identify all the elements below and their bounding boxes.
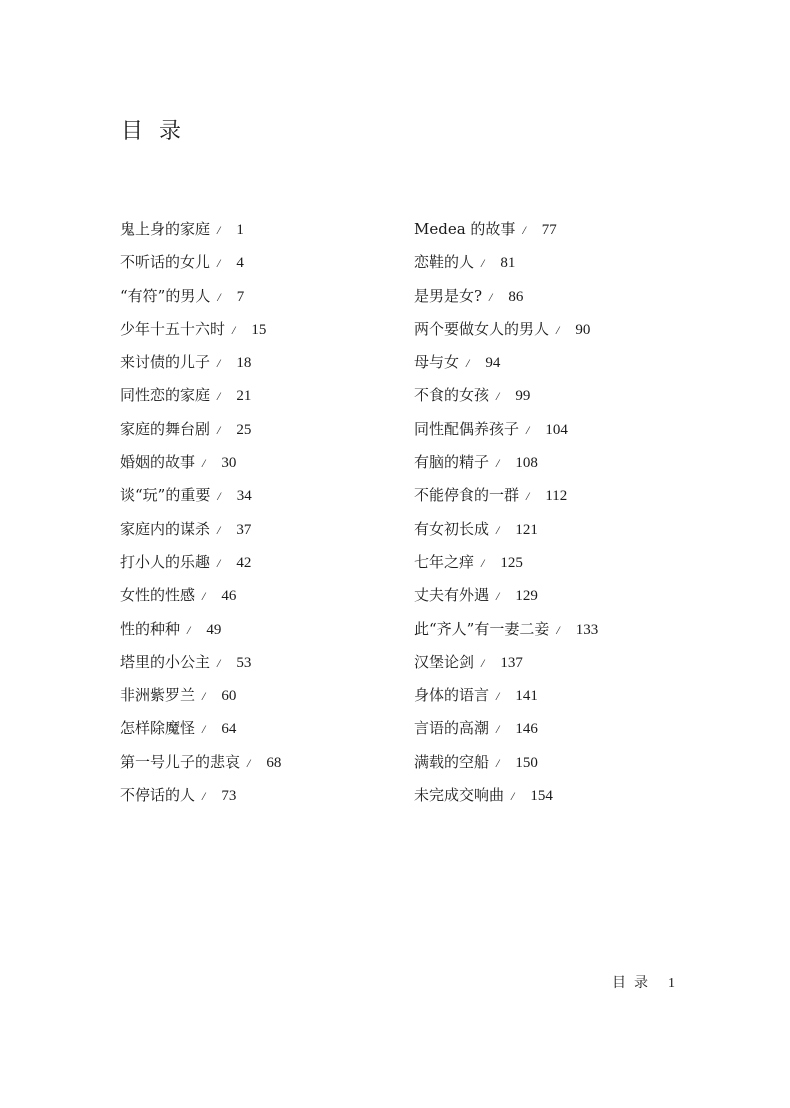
toc-entry-page-number: 108 [515, 455, 538, 472]
toc-entry[interactable] [120, 280, 420, 313]
toc-entry-page-number: 137 [500, 654, 523, 671]
toc-entry-separator: / [526, 489, 530, 504]
toc-entry[interactable] [414, 346, 714, 379]
toc-entry[interactable] [414, 379, 714, 412]
toc-entry-separator: / [556, 322, 560, 337]
toc-entry-title: 未完成交响曲 [414, 786, 505, 805]
toc-entry-title: 同性恋的家庭 [120, 386, 211, 405]
toc-entry-separator: / [466, 356, 470, 371]
toc-entry[interactable] [120, 546, 420, 579]
toc-left-column [120, 213, 420, 812]
toc-entry-separator: / [247, 755, 251, 770]
toc-entry-separator: / [511, 789, 515, 804]
toc-entry-page-number: 112 [545, 488, 568, 505]
toc-entry-title: 同性配偶养孩子 [414, 419, 520, 438]
toc-entry-page-number: 49 [206, 621, 222, 638]
toc-entry-title: 有女初长成 [414, 519, 490, 538]
toc-entry-page-number: 150 [515, 754, 538, 771]
toc-entry-page-number: 90 [575, 321, 591, 338]
toc-entry-page-number: 30 [221, 455, 237, 472]
toc-entry[interactable] [414, 646, 714, 679]
toc-entry-separator: / [522, 223, 526, 237]
toc-entry[interactable] [414, 546, 714, 579]
toc-entry-page-number: 15 [251, 321, 267, 338]
toc-entry-page-number: 146 [515, 721, 538, 738]
toc-entry-separator: / [217, 489, 221, 504]
toc-entry-separator: / [202, 689, 206, 704]
footer-label: 目录 [612, 975, 656, 991]
toc-entry-separator: / [217, 422, 221, 437]
toc-entry[interactable] [414, 446, 714, 479]
toc-entry-separator: / [496, 689, 500, 704]
toc-entry-page-number: 129 [515, 588, 538, 605]
toc-entry[interactable] [120, 413, 420, 446]
toc-entry[interactable] [120, 712, 420, 745]
toc-entry-page-number: 4 [236, 255, 244, 272]
toc-entry-title: 谈“玩”的重要 [120, 486, 211, 505]
toc-entry[interactable] [120, 379, 420, 412]
toc-entry-page-number: 25 [236, 421, 252, 438]
toc-entry[interactable] [120, 579, 420, 612]
toc-entry[interactable] [414, 613, 714, 646]
toc-entry-title: 恋鞋的人 [414, 253, 475, 272]
toc-entry-title: 汉堡论剑 [414, 652, 475, 671]
toc-entry[interactable] [120, 213, 420, 246]
toc-entry[interactable] [414, 213, 714, 246]
toc-entry-separator: / [232, 322, 236, 337]
toc-entry[interactable] [120, 646, 420, 679]
page-footer [612, 970, 675, 997]
toc-entry[interactable] [414, 513, 714, 546]
toc-entry[interactable] [414, 679, 714, 712]
toc-entry-separator: / [496, 755, 500, 770]
toc-entry-separator: / [202, 789, 206, 804]
toc-entry[interactable] [414, 246, 714, 279]
toc-entry-page-number: 37 [236, 521, 252, 538]
toc-entry-title: 怎样除魔怪 [120, 719, 196, 738]
toc-entry-separator: / [202, 722, 206, 737]
toc-entry-page-number: 21 [236, 388, 252, 405]
toc-entry-separator: / [217, 289, 221, 304]
toc-entry-title: 是男是女? [414, 286, 483, 305]
toc-entry-separator: / [496, 722, 500, 737]
toc-entry-title: 鬼上身的家庭 [120, 220, 211, 238]
toc-entry-title: 身体的语言 [414, 686, 490, 705]
toc-entry[interactable] [120, 679, 420, 712]
toc-entry[interactable] [414, 579, 714, 612]
toc-entry[interactable] [414, 746, 714, 779]
toc-entry-separator: / [202, 589, 206, 604]
toc-entry-separator: / [217, 555, 221, 570]
toc-entry-page-number: 42 [236, 554, 252, 571]
toc-entry-page-number: 64 [221, 721, 237, 738]
toc-entry-page-number: 77 [541, 222, 557, 238]
toc-entry-page-number: 73 [221, 788, 237, 805]
toc-entry-title: 不停话的人 [120, 786, 196, 805]
toc-entry-separator: / [217, 356, 221, 371]
toc-entry-page-number: 121 [515, 521, 538, 538]
toc-entry-title: “有符”的男人 [120, 286, 211, 305]
toc-entry-separator: / [217, 655, 221, 670]
toc-entry[interactable] [120, 746, 420, 779]
toc-entry-separator: / [496, 522, 500, 537]
toc-entry-separator: / [496, 589, 500, 604]
toc-entry-page-number: 81 [500, 255, 516, 272]
toc-entry-separator: / [496, 456, 500, 471]
toc-entry-title: 第一号儿子的悲哀 [120, 752, 241, 771]
toc-entry-page-number: 1 [236, 222, 244, 238]
toc-entry-title: 家庭的舞台剧 [120, 419, 211, 438]
toc-entry-separator: / [526, 422, 530, 437]
toc-entry-title: 不听话的女儿 [120, 253, 211, 272]
toc-entry-separator: / [496, 389, 500, 404]
toc-entry[interactable] [120, 446, 420, 479]
toc-entry[interactable] [414, 313, 714, 346]
toc-entry-title: 有脑的精子 [414, 453, 490, 472]
toc-entry-title: 非洲紫罗兰 [120, 686, 196, 705]
toc-entry[interactable] [414, 280, 714, 313]
toc-entry-separator: / [489, 289, 493, 304]
toc-entry-separator: / [481, 256, 485, 271]
toc-entry-title: 丈夫有外遇 [414, 586, 490, 605]
toc-entry-page-number: 18 [236, 355, 252, 372]
toc-right-column [414, 213, 714, 812]
toc-entry[interactable] [120, 313, 420, 346]
toc-entry-title: 家庭内的谋杀 [120, 519, 211, 538]
toc-entry-page-number: 60 [221, 688, 237, 705]
toc-entry-page-number: 34 [236, 488, 252, 505]
toc-entry-separator: / [202, 456, 206, 471]
toc-entry-title: 两个要做女人的男人 [414, 319, 550, 338]
toc-entry[interactable] [120, 513, 420, 546]
footer-page-number: 1 [668, 976, 675, 991]
toc-entry-title: 不食的女孩 [414, 386, 490, 405]
page-title: 目录 [121, 119, 198, 144]
toc-entry[interactable] [120, 346, 420, 379]
toc-entry-page-number: 133 [575, 621, 599, 638]
toc-entry[interactable] [120, 246, 420, 279]
toc-entry-separator: / [217, 522, 221, 537]
toc-entry-title: 七年之痒 [414, 552, 475, 571]
toc-entry-separator: / [556, 622, 560, 637]
toc-entry-title: 此“齐人”有一妻二妾 [414, 619, 550, 638]
toc-entry[interactable] [414, 413, 714, 446]
toc-entry-page-number: 94 [485, 355, 501, 372]
toc-entry-page-number: 154 [530, 788, 553, 805]
toc-entry-title: 性的种种 [120, 619, 181, 638]
toc-entry-title: Medea 的故事 [414, 220, 516, 238]
toc-entry-separator: / [217, 223, 221, 237]
toc-entry-title: 塔里的小公主 [120, 652, 211, 671]
toc-entry-page-number: 7 [236, 288, 245, 305]
toc-entry-page-number: 53 [236, 654, 252, 671]
toc-entry-separator: / [481, 555, 485, 570]
toc-entry-title: 满载的空船 [414, 752, 490, 771]
toc-entry-page-number: 141 [515, 688, 538, 705]
toc-entry-separator: / [217, 389, 221, 404]
toc-entry-title: 不能停食的一群 [414, 486, 520, 505]
toc-entry[interactable] [120, 613, 420, 646]
toc-entry-page-number: 99 [515, 388, 531, 405]
toc-entry-page-number: 125 [500, 554, 523, 571]
toc-entry-title: 女性的性感 [120, 586, 196, 605]
toc-entry[interactable] [120, 779, 420, 812]
toc-entry-title: 少年十五十六时 [120, 319, 226, 338]
toc-entry[interactable] [414, 479, 714, 512]
toc-entry-page-number: 86 [508, 288, 524, 305]
toc-entry-page-number: 68 [266, 754, 282, 771]
toc-entry-separator: / [187, 622, 191, 637]
toc-entry-title: 婚姻的故事 [120, 453, 196, 472]
toc-entry-title: 来讨债的儿子 [120, 353, 211, 372]
toc-entry[interactable] [414, 779, 714, 812]
toc-entry[interactable] [414, 712, 714, 745]
toc-entry[interactable] [120, 479, 420, 512]
toc-entry-title: 母与女 [414, 353, 460, 372]
toc-entry-separator: / [217, 256, 221, 271]
toc-entry-title: 言语的高潮 [414, 719, 490, 738]
toc-entry-separator: / [481, 655, 485, 670]
toc-entry-title: 打小人的乐趣 [120, 552, 211, 571]
toc-entry-page-number: 104 [545, 421, 568, 438]
toc-entry-page-number: 46 [221, 588, 237, 605]
